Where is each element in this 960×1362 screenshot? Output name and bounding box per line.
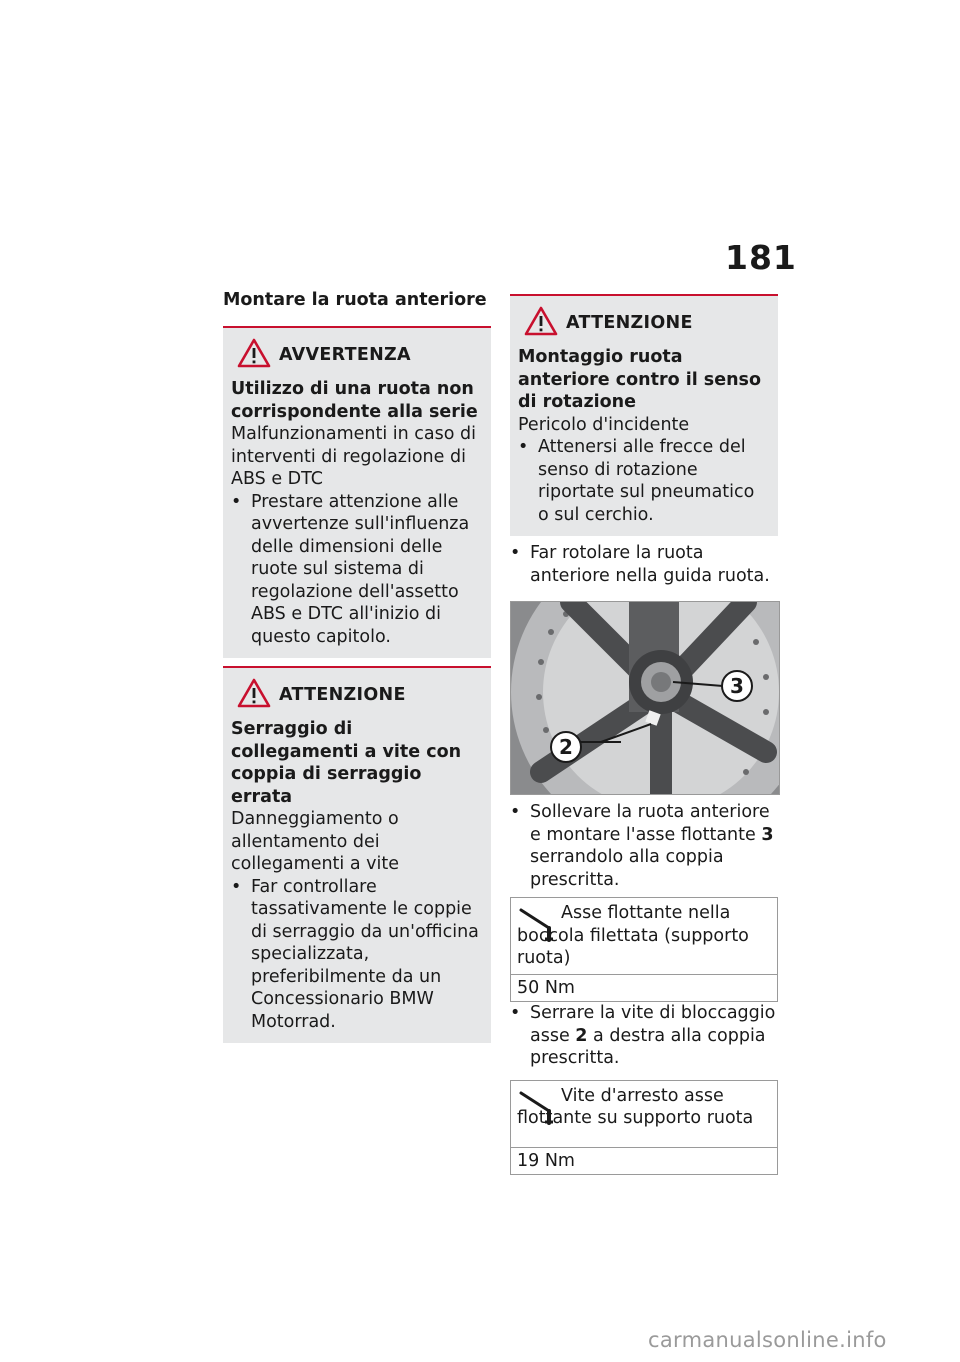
- warning-triangle-icon: [524, 306, 558, 336]
- caution-bullet: • Far controllare tassativamente le coppie di serraggio da un'officina specializzata, preferibilmente da un Concessionario BMW Motorrad.: [231, 876, 479, 1032]
- section-heading: Montare la ruota anteriore: [223, 290, 487, 310]
- right-column: [510, 288, 778, 1175]
- callout-2: 2: [559, 735, 573, 759]
- footer-watermark: carmanualsonline.info: [648, 1328, 887, 1352]
- caution-label: ATTENZIONE: [566, 313, 693, 333]
- callout-3: 3: [730, 674, 744, 698]
- step-mount-axle: • Sollevare la ruota anteriore e montare l'asse flottante 3 serrandolo alla coppia prescritta.: [510, 802, 774, 890]
- caution-box: [223, 666, 491, 1043]
- front-wheel-figure: [510, 601, 780, 795]
- caution-text: Pericolo d'incidente: [518, 414, 690, 435]
- torque-desc: Asse flottante nella boccola filettata (supporto ruota): [517, 903, 749, 968]
- warning-triangle-icon: [237, 338, 271, 368]
- torque-wrench-icon: [519, 1089, 559, 1127]
- warning-box: [223, 326, 491, 658]
- caution-title: Serraggio di collegamenti a vite con coppia di serraggio errata: [231, 719, 462, 807]
- torque-value: 19 Nm: [511, 1147, 777, 1175]
- torque-value: 50 Nm: [511, 974, 777, 1002]
- caution-title: Montaggio ruota anteriore contro il senso di rotazione: [518, 347, 761, 412]
- page-number: 181: [725, 238, 797, 277]
- warning-title: Utilizzo di una ruota non corrispondente alla serie: [231, 379, 478, 422]
- caution-text: Danneggiamento o allentamento dei collegamenti a vite: [231, 809, 399, 874]
- torque-spec-screw: [510, 1080, 778, 1176]
- torque-wrench-icon: [519, 906, 559, 944]
- torque-spec-axle: [510, 897, 778, 1002]
- wheel-illustration: [511, 602, 779, 794]
- warning-text: Malfunzionamenti in caso di interventi di regolazione di ABS e DTC: [231, 424, 477, 489]
- warning-bullet: • Prestare attenzione alle avvertenze sull'influenza delle dimensioni delle ruote sul sistema di regolazione dell'assetto ABS e DTC all'inizio di questo capitolo.: [231, 491, 470, 647]
- warning-label: AVVERTENZA: [279, 345, 411, 365]
- caution-label: ATTENZIONE: [279, 685, 406, 705]
- left-column: [223, 288, 491, 1043]
- torque-desc: Vite d'arresto asse flottante su supporto ruota: [517, 1085, 754, 1128]
- caution-bullet: • Attenersi alle frecce del senso di rotazione riportate sul pneumatico o sul cerchio.: [518, 437, 755, 525]
- caution-box-right: [510, 294, 778, 536]
- step-tighten-screw: • Serrare la vite di bloccaggio asse 2 a destra alla coppia prescritta.: [510, 1003, 776, 1068]
- warning-triangle-icon: [237, 678, 271, 708]
- step-roll-wheel: • Far rotolare la ruota anteriore nella guida ruota.: [510, 543, 770, 586]
